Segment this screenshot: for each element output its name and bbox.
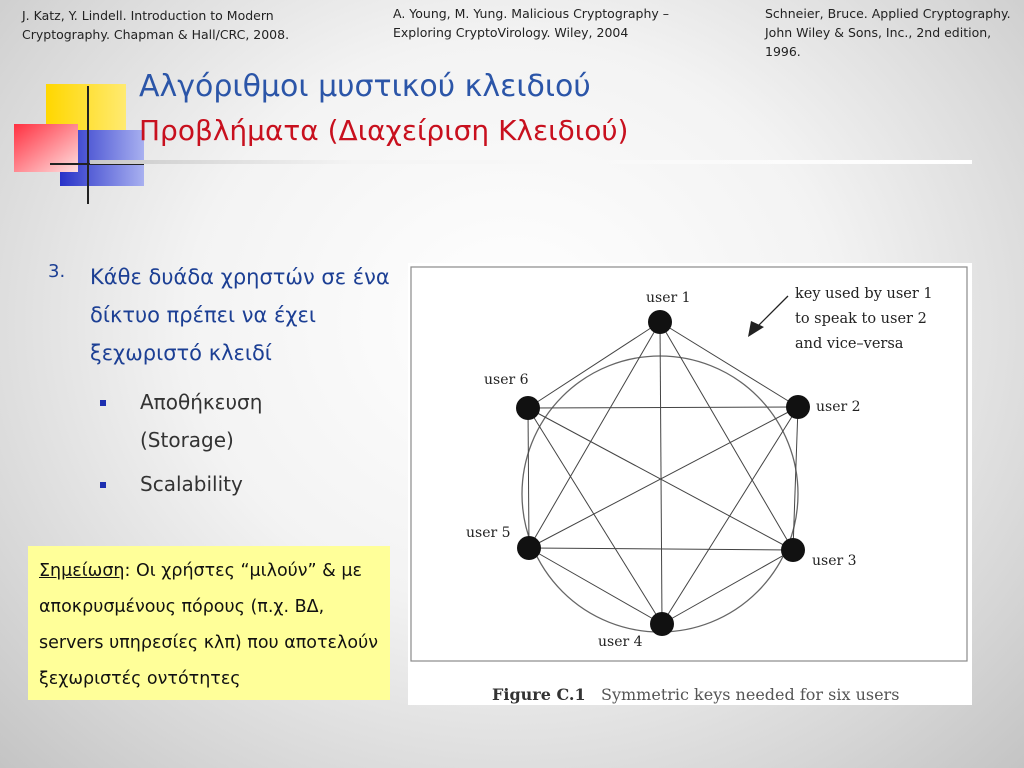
note-text: : Οι χρήστες “μιλούν” & με αποκρυσμένους πόρους (π.χ. ΒΔ, servers υπηρεσίες κλπ) που αποτελούν ξεχωριστές οντότητες xyxy=(39,561,378,689)
bullet-text: Αποθήκευση (Storage) xyxy=(140,390,263,452)
user-2-label: user 2 xyxy=(816,399,861,415)
user-3-label: user 3 xyxy=(812,553,857,569)
list-text: Κάθε δυάδα χρηστών σε ένα δίκτυο πρέπει να έχει ξεχωριστό κλειδί xyxy=(90,265,390,365)
user-5-node xyxy=(517,536,541,560)
note-box xyxy=(28,546,390,700)
slide-title: Αλγόριθμοι μυστικού κλειδιού xyxy=(139,69,591,104)
annotation-line-2: to speak to user 2 xyxy=(795,311,927,327)
user-3-node xyxy=(781,538,805,562)
user-5-label: user 5 xyxy=(466,525,511,541)
reference-young-yung: A. Young, M. Yung. Malicious Cryptography – Exploring CryptoVirology. Wiley, 2004 xyxy=(393,6,670,40)
decorative-squares-logo xyxy=(12,84,147,206)
annotation-line-3: and vice–versa xyxy=(795,336,904,352)
user-4-node xyxy=(650,612,674,636)
list-number: 3. xyxy=(48,261,66,282)
reference-schneier: Schneier, Bruce. Applied Cryptography. John Wiley & Sons, Inc., 2nd edition, 1996. xyxy=(765,6,1011,59)
reference-katz-lindell: J. Katz, Y. Lindell. Introduction to Modern Cryptography. Chapman & Hall/CRC, 2008. xyxy=(22,8,290,42)
user-1-node xyxy=(648,310,672,334)
user-4-label: user 4 xyxy=(598,634,643,650)
user-2-node xyxy=(786,395,810,419)
slide-subtitle: Προβλήματα (Διαχείριση Κλειδιού) xyxy=(139,114,629,147)
figure-caption-label: Figure C.1 xyxy=(492,685,586,704)
bullet-square-icon xyxy=(100,482,106,488)
six-users-key-figure xyxy=(408,263,972,705)
bullet-square-icon xyxy=(100,400,106,406)
note-label: Σημείωση xyxy=(39,561,125,581)
user-6-node xyxy=(516,396,540,420)
annotation-line-1: key used by user 1 xyxy=(795,286,933,302)
bullet-text: Scalability xyxy=(140,472,243,496)
figure-caption-text: Symmetric keys needed for six users xyxy=(601,685,900,704)
title-divider xyxy=(90,160,972,164)
user-6-label: user 6 xyxy=(484,372,529,388)
user-1-label: user 1 xyxy=(646,290,691,306)
